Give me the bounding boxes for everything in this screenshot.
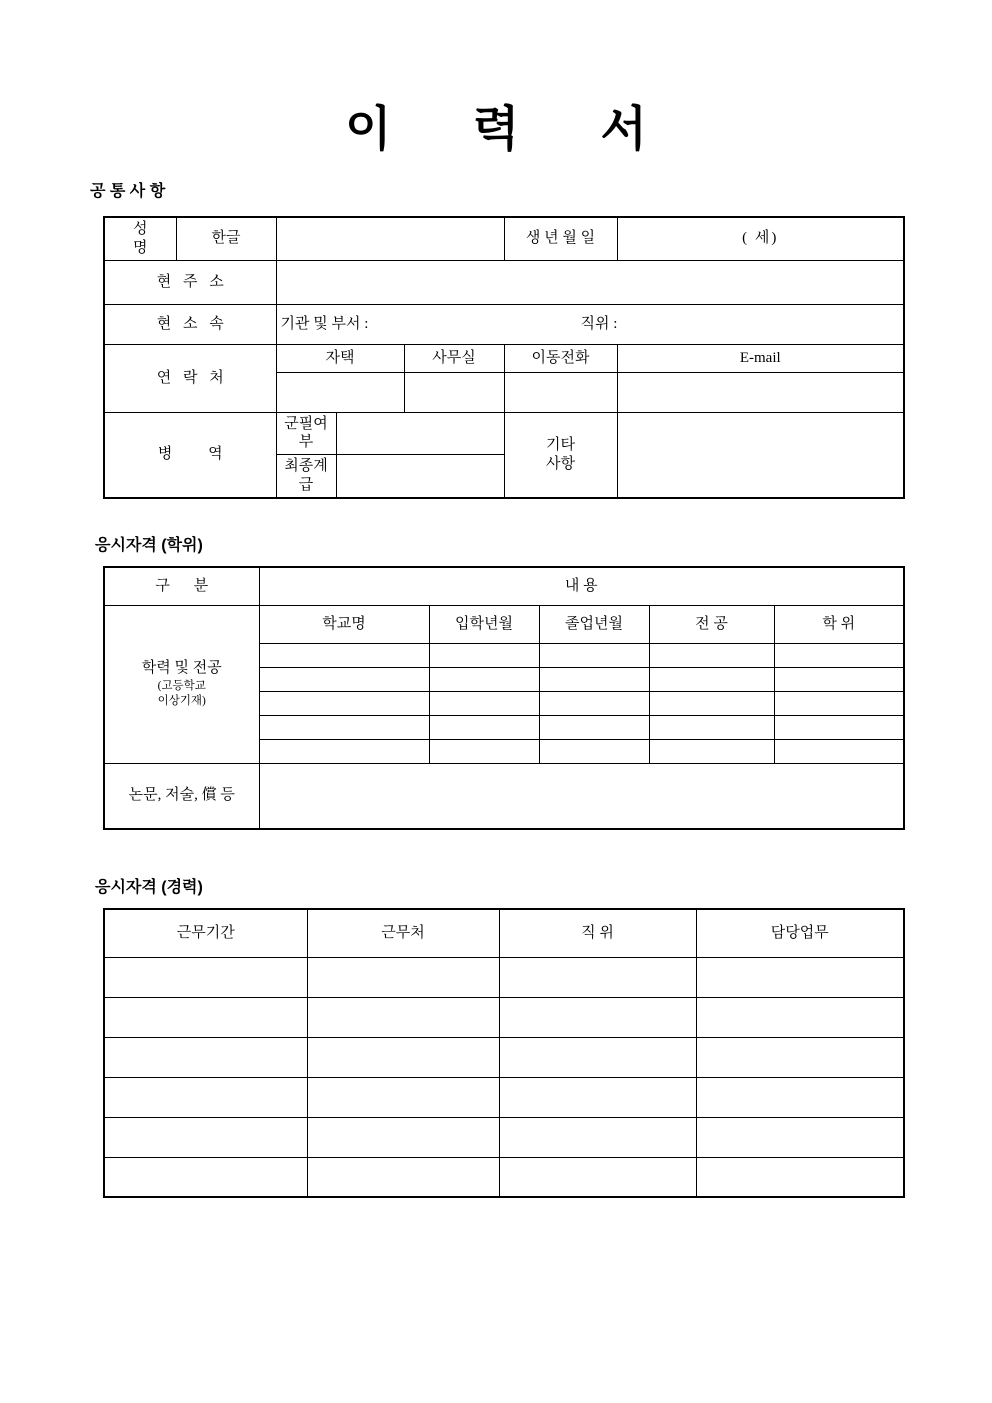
section-heading-degree: 응시자격 (학위) [95, 537, 203, 554]
career-cell[interactable] [307, 957, 499, 997]
degree-header-school: 학교명 [259, 605, 429, 643]
career-cell[interactable] [696, 1037, 904, 1077]
contact-header-office: 사무실 [404, 344, 504, 372]
degree-cell[interactable] [774, 715, 904, 739]
degree-cell[interactable] [774, 667, 904, 691]
publications-value-field[interactable] [259, 763, 904, 829]
degree-cell[interactable] [429, 715, 539, 739]
degree-cell[interactable] [539, 667, 649, 691]
degree-cell[interactable] [259, 691, 429, 715]
career-cell[interactable] [104, 957, 307, 997]
degree-cell[interactable] [774, 643, 904, 667]
degree-header-degree: 학 위 [774, 605, 904, 643]
career-cell[interactable] [696, 1157, 904, 1197]
table-row-degree-sub-header [104, 605, 904, 643]
contact-value-email[interactable] [617, 372, 904, 412]
career-cell[interactable] [499, 957, 696, 997]
degree-header-enroll: 입학년월 [429, 605, 539, 643]
degree-col-content: 내 용 [259, 567, 904, 605]
degree-cell[interactable] [429, 667, 539, 691]
degree-cell[interactable] [539, 691, 649, 715]
career-cell[interactable] [307, 1117, 499, 1157]
degree-cell[interactable] [429, 691, 539, 715]
education-label-cell [104, 605, 259, 763]
table-row-address [104, 260, 904, 304]
degree-col-category: 구 분 [104, 567, 259, 605]
career-header-period: 근무기간 [104, 909, 307, 957]
table-row [104, 1037, 904, 1077]
publications-label: 논문, 저술, 償 등 [104, 763, 259, 829]
military-other-label-line2: 사항 [546, 455, 575, 472]
contact-label: 연 락 처 [104, 344, 276, 412]
military-other-label [504, 412, 617, 498]
degree-cell[interactable] [774, 691, 904, 715]
military-other-value[interactable] [617, 412, 904, 498]
table-row-contact-headers [104, 344, 904, 372]
contact-header-home: 자택 [276, 344, 404, 372]
career-cell[interactable] [696, 957, 904, 997]
contact-value-home[interactable] [276, 372, 404, 412]
military-service-label: 군필여부 [276, 412, 336, 455]
degree-cell[interactable] [649, 715, 774, 739]
name-label-line2: 명 [133, 239, 148, 256]
table-row-affiliation [104, 304, 904, 344]
career-qualification-table [103, 908, 905, 1198]
affiliation-label: 현 소 속 [104, 304, 276, 344]
table-row [104, 957, 904, 997]
degree-cell[interactable] [259, 643, 429, 667]
table-row [104, 1157, 904, 1197]
contact-value-office[interactable] [404, 372, 504, 412]
career-cell[interactable] [104, 997, 307, 1037]
military-other-label-line1: 기타 [546, 436, 575, 453]
degree-cell[interactable] [539, 715, 649, 739]
military-label: 병 역 [104, 412, 276, 498]
birth-value-field[interactable]: ( 세) [617, 217, 904, 260]
table-row [104, 1117, 904, 1157]
career-cell[interactable] [499, 1117, 696, 1157]
career-cell[interactable] [499, 1157, 696, 1197]
degree-header-graduate: 졸업년월 [539, 605, 649, 643]
degree-cell[interactable] [539, 643, 649, 667]
name-label [104, 217, 176, 260]
name-korean-label: 한글 [176, 217, 276, 260]
education-label: 학력 및 전공 [141, 659, 222, 676]
degree-cell[interactable] [539, 739, 649, 763]
career-header-duties: 담당업무 [696, 909, 904, 957]
military-rank-label: 최종계급 [276, 455, 336, 498]
name-value-field[interactable] [276, 217, 504, 260]
section-heading-career: 응시자격 (경력) [95, 879, 203, 896]
career-header-workplace: 근무처 [307, 909, 499, 957]
career-cell[interactable] [104, 1157, 307, 1197]
career-cell[interactable] [499, 1037, 696, 1077]
affiliation-value-cell[interactable] [276, 304, 904, 344]
military-service-value[interactable] [336, 412, 504, 455]
table-row-name [104, 217, 904, 260]
name-label-line1: 성 [133, 221, 148, 237]
career-cell[interactable] [696, 1077, 904, 1117]
career-cell[interactable] [307, 1037, 499, 1077]
military-rank-value[interactable] [336, 455, 504, 498]
address-label: 현 주 소 [104, 260, 276, 304]
degree-cell[interactable] [429, 739, 539, 763]
degree-cell[interactable] [259, 715, 429, 739]
education-note [109, 679, 255, 709]
career-cell[interactable] [307, 1157, 499, 1197]
degree-header-major: 전 공 [649, 605, 774, 643]
degree-cell[interactable] [649, 739, 774, 763]
section-heading-common: 공 통 사 항 [90, 183, 166, 200]
degree-cell[interactable] [649, 643, 774, 667]
table-row-military-service [104, 412, 904, 455]
education-note-line1: (고등학교 [157, 680, 206, 693]
career-header-position: 직 위 [499, 909, 696, 957]
affiliation-position-label: 직위 : [580, 315, 618, 332]
career-cell[interactable] [104, 1117, 307, 1157]
page-title: 이 력 서 [345, 103, 681, 156]
career-cell[interactable] [499, 1077, 696, 1117]
address-value-field[interactable] [276, 260, 904, 304]
table-row-career-header [104, 909, 904, 957]
common-info-table [103, 216, 905, 499]
career-cell[interactable] [307, 997, 499, 1037]
table-row [104, 1077, 904, 1117]
degree-qualification-table [103, 566, 905, 830]
degree-cell[interactable] [649, 691, 774, 715]
career-cell[interactable] [104, 1077, 307, 1117]
career-cell[interactable] [307, 1077, 499, 1117]
contact-header-email: E-mail [617, 344, 904, 372]
education-note-line2: 이상기재) [157, 695, 206, 708]
career-cell[interactable] [499, 997, 696, 1037]
degree-cell[interactable] [429, 643, 539, 667]
degree-cell[interactable] [259, 667, 429, 691]
table-row-publications [104, 763, 904, 829]
contact-header-mobile: 이동전화 [504, 344, 617, 372]
degree-cell[interactable] [259, 739, 429, 763]
table-row-degree-top-header [104, 567, 904, 605]
degree-cell[interactable] [649, 667, 774, 691]
career-cell[interactable] [104, 1037, 307, 1077]
affiliation-org-label: 기관 및 부서 : [280, 315, 369, 332]
degree-cell[interactable] [774, 739, 904, 763]
contact-value-mobile[interactable] [504, 372, 617, 412]
table-row [104, 997, 904, 1037]
career-cell[interactable] [696, 997, 904, 1037]
birth-label: 생 년 월 일 [504, 217, 617, 260]
career-cell[interactable] [696, 1117, 904, 1157]
